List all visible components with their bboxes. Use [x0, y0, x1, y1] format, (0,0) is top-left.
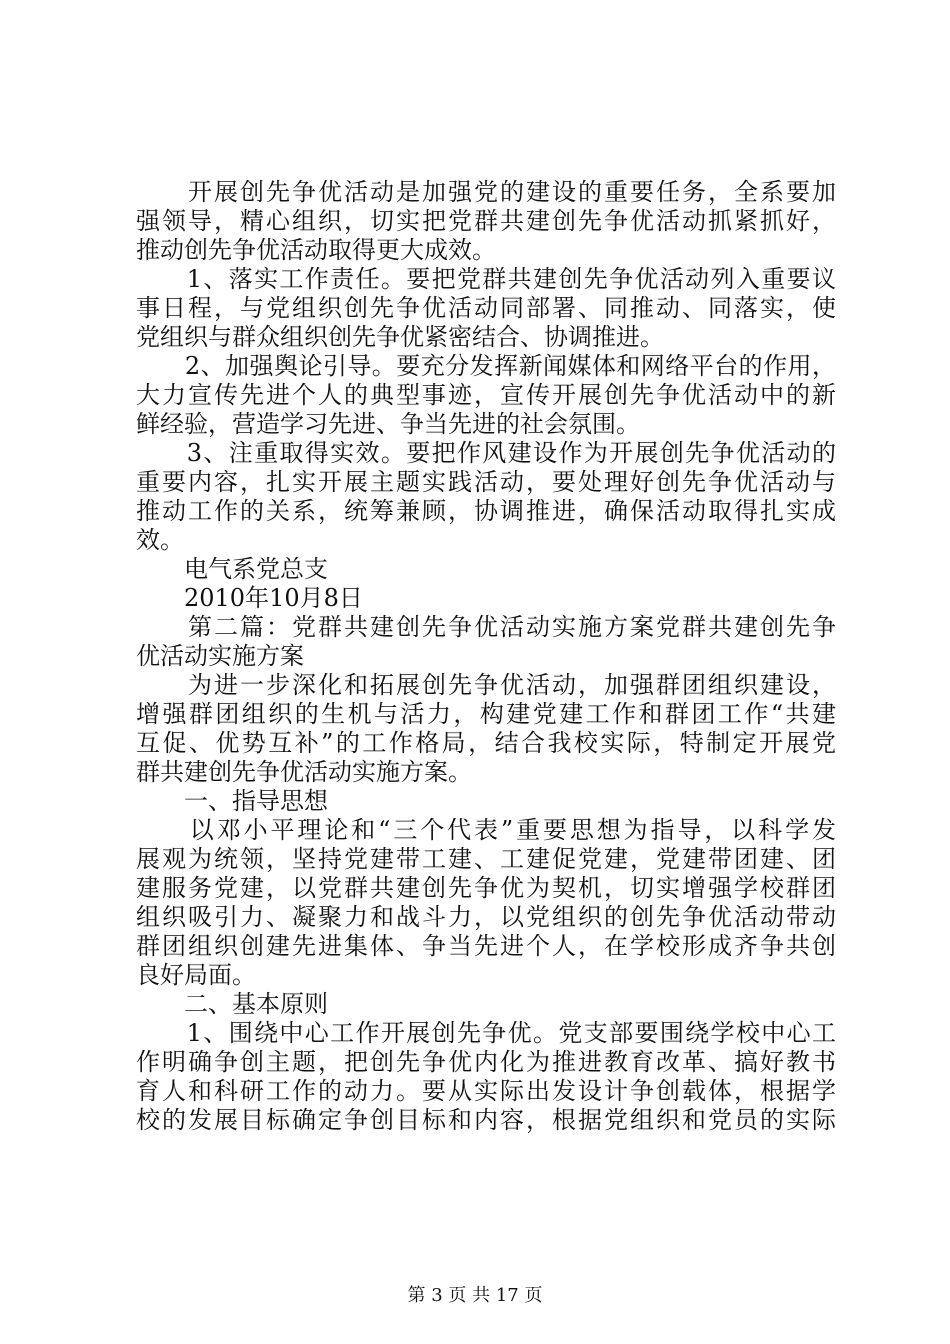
text-line: 群团组织创建先进集体、争当先进个人，在学校形成齐争共创	[136, 932, 836, 960]
text-line: 二、基本原则	[136, 990, 328, 1018]
text-line: 党组织与群众组织创先争优紧密结合、协调推进。	[136, 323, 664, 351]
text-line: 优活动实施方案	[136, 642, 304, 670]
text-line: 事日程，与党组织创先争优活动同部署、同推动、同落实，使	[136, 294, 836, 322]
page-footer: 第 3 页 共 17 页	[407, 1285, 543, 1306]
text-line: 开展创先争优活动是加强党的建设的重要任务，全系要加	[136, 178, 836, 206]
text-line: 一、指导思想	[136, 787, 328, 815]
text-line: 作明确争创主题，把创先争优内化为推进教育改革、搞好教书	[136, 1048, 836, 1076]
text-line: 育人和科研工作的动力。要从实际出发设计争创载体，根据学	[136, 1077, 836, 1105]
text-line: 校的发展目标确定争创目标和内容，根据党组织和党员的实际	[136, 1106, 836, 1134]
text-line: 2010年10月8日	[136, 584, 363, 612]
text-line: 互促、优势互补”的工作格局，结合我校实际，特制定开展党	[136, 729, 836, 757]
text-line: 展观为统领，坚持党建带工建、工建促党建，党建带团建、团	[136, 845, 836, 873]
text-line: 强领导，精心组织，切实把党群共建创先争优活动抓紧抓好，	[136, 207, 836, 235]
text-line: 效。	[136, 526, 184, 554]
text-line: 鲜经验，营造学习先进、争当先进的社会氛围。	[136, 410, 640, 438]
document-body	[136, 178, 836, 1135]
text-line: 群共建创先争优活动实施方案。	[136, 758, 472, 786]
text-line: 第二篇：党群共建创先争优活动实施方案党群共建创先争	[136, 613, 836, 641]
text-line: 以邓小平理论和“三个代表”重要思想为指导，以科学发	[136, 816, 836, 844]
text-line: 组织吸引力、凝聚力和战斗力，以党组织的创先争优活动带动	[136, 903, 836, 931]
text-line: 良好局面。	[136, 961, 256, 989]
text-line: 电气系党总支	[136, 555, 328, 583]
text-line: 为进一步深化和拓展创先争优活动，加强群团组织建设，	[136, 671, 836, 699]
text-line: 推动创先争优活动取得更大成效。	[136, 236, 496, 264]
text-line: 2、加强舆论引导。要充分发挥新闻媒体和网络平台的作用，	[136, 352, 836, 380]
text-line: 增强群团组织的生机与活力，构建党建工作和群团工作“共建	[136, 700, 836, 728]
text-line: 大力宣传先进个人的典型事迹，宣传开展创先争优活动中的新	[136, 381, 836, 409]
text-line: 1、围绕中心工作开展创先争优。党支部要围绕学校中心工	[136, 1019, 836, 1047]
text-line: 推动工作的关系，统筹兼顾，协调推进，确保活动取得扎实成	[136, 497, 836, 525]
text-line: 3、注重取得实效。要把作风建设作为开展创先争优活动的	[136, 439, 836, 467]
text-line: 1、落实工作责任。要把党群共建创先争优活动列入重要议	[136, 265, 836, 293]
text-line: 重要内容，扎实开展主题实践活动，要处理好创先争优活动与	[136, 468, 836, 496]
text-line: 建服务党建，以党群共建创先争优为契机，切实增强学校群团	[136, 874, 836, 902]
